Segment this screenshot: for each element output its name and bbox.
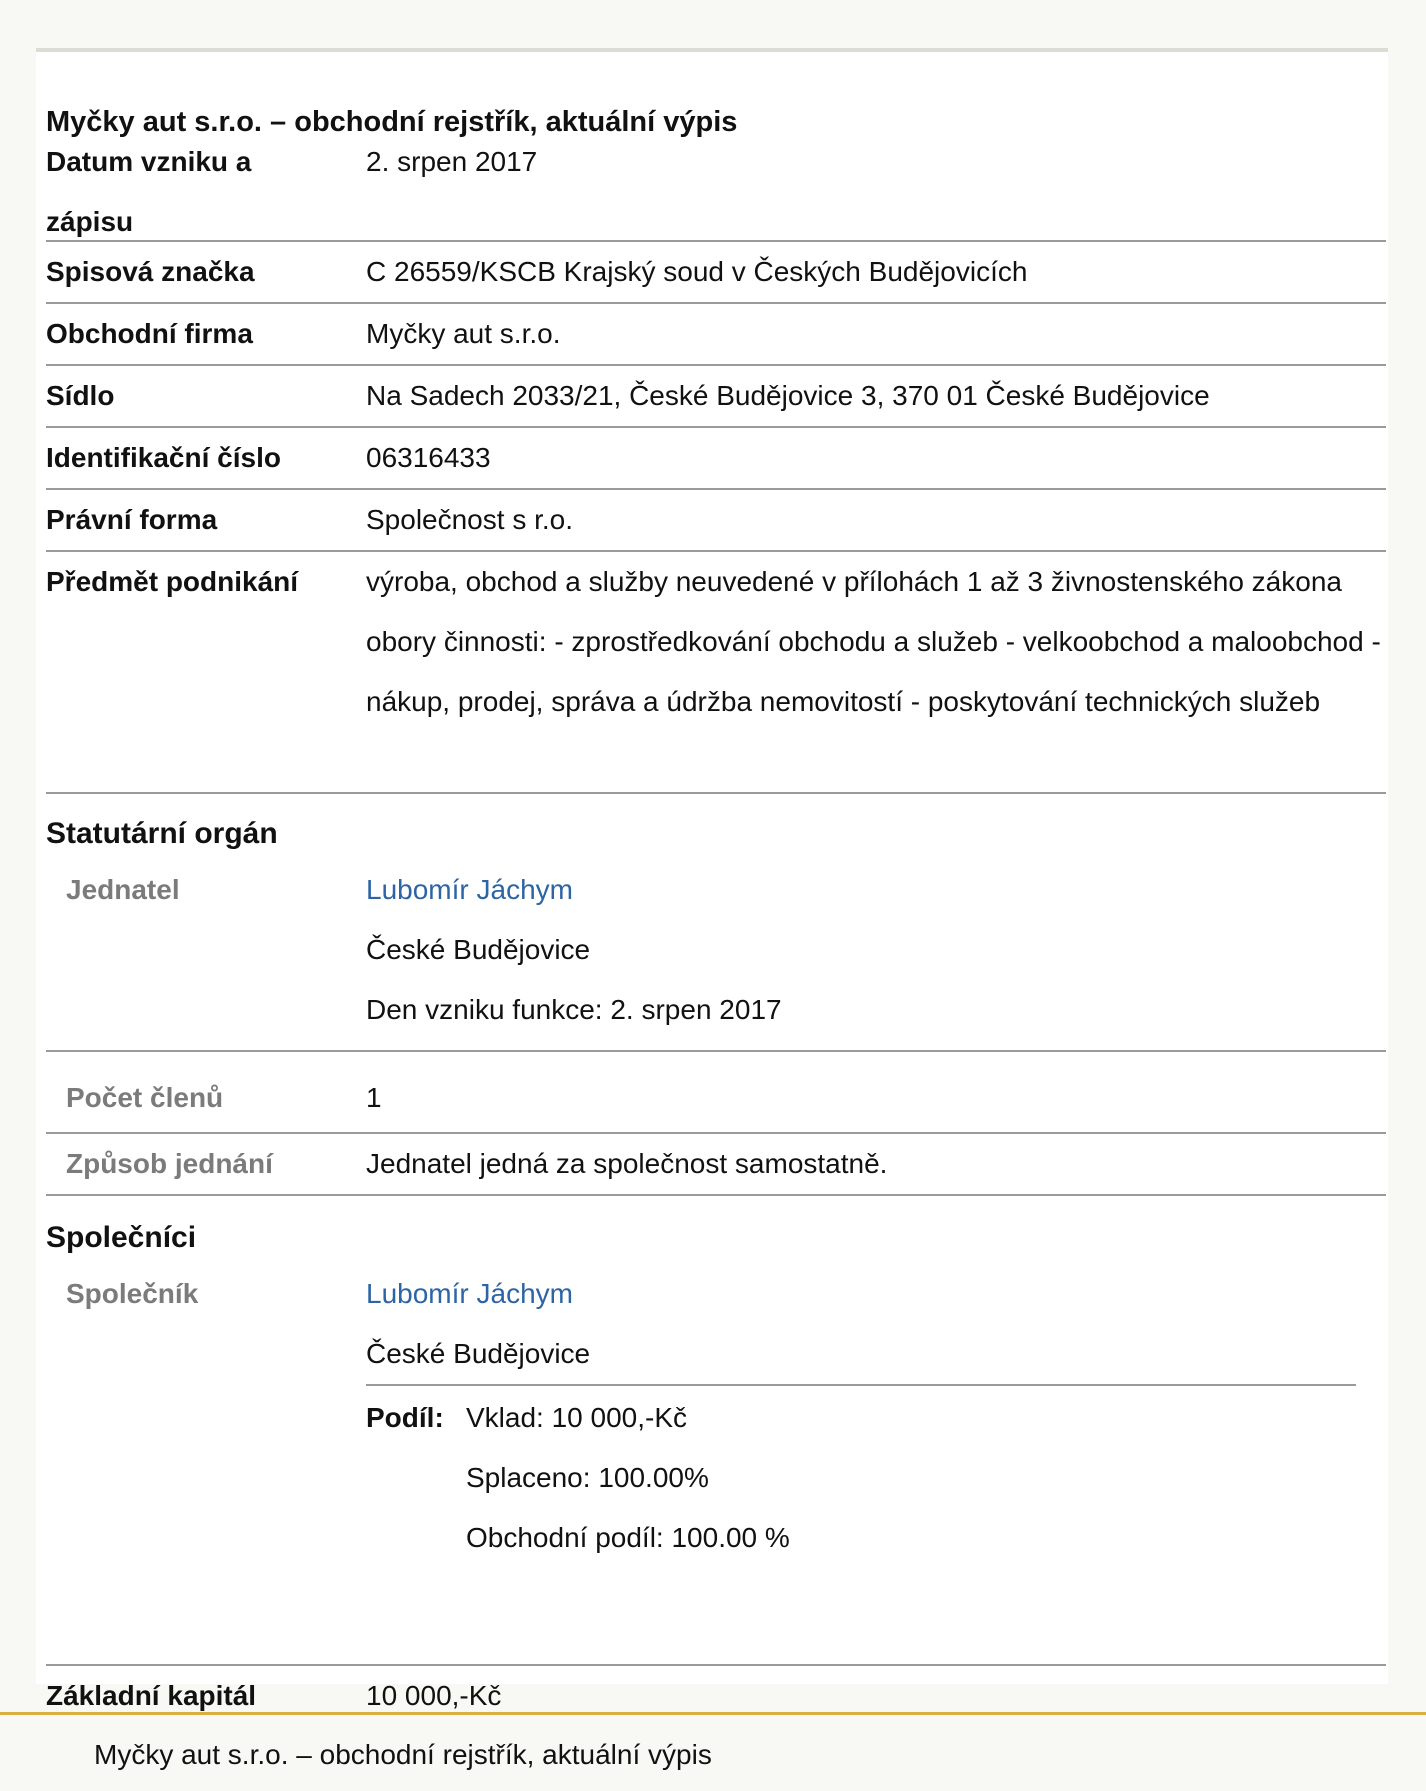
footer-title: Myčky aut s.r.o. – obchodní rejstřík, aktuální výpis [94,1739,712,1770]
row-value: 06316433 [366,442,491,473]
page-title: Myčky aut s.r.o. – obchodní rejstřík, aktuální výpis [46,106,738,138]
register-extract-card [36,48,1388,1711]
footer [0,1712,1426,1791]
share-paid: Splaceno: 100.00% [466,1462,709,1493]
executive-name-link[interactable]: Lubomír Jáchym [366,874,573,905]
partner-name-link[interactable]: Lubomír Jáchym [366,1278,573,1309]
row-value: 1 [366,1082,382,1113]
row-label: Počet členů [66,1082,224,1113]
row-label: Jednatel [66,874,180,905]
row-founding-date [46,132,1386,242]
row-value [366,860,1386,1040]
row-label: Datum vzniku a zápisu [46,146,252,237]
row-value: Společnost s r.o. [366,504,574,535]
row-label: Spisová značka [46,256,255,287]
row-business-scope [46,552,1386,794]
share-divider [366,1384,1356,1386]
share-values [466,1388,790,1568]
share-deposit: Vklad: 10 000,-Kč [466,1402,688,1433]
row-value: C 26559/KSCB Krajský soud v Českých Budějovicích [366,256,1028,287]
row-id-number [46,428,1386,490]
partner-details [366,1264,1386,1384]
share-label: Podíl: [366,1402,444,1433]
row-label: Způsob jednání [66,1148,273,1179]
row-label: Právní forma [46,504,218,535]
row-value: 2. srpen 2017 [366,146,538,177]
section-heading-statutory: Statutární orgán [46,817,278,850]
row-seat [46,366,1386,428]
row-label: Identifikační číslo [46,442,281,473]
row-member-count [46,1060,1386,1134]
row-label: Sídlo [46,380,115,411]
row-value: Myčky aut s.r.o. [366,318,561,349]
section-heading-partners: Společníci [46,1221,197,1254]
row-value: Na Sadech 2033/21, České Budějovice 3, 370 01 České Budějovice [366,380,1210,411]
row-label: Základní kapitál [46,1680,257,1711]
row-file-number [46,242,1386,304]
row-value: 10 000,-Kč [366,1680,502,1711]
row-label: Předmět podnikání [46,566,299,597]
row-value: výroba, obchod a služby neuvedené v přílohách 1 až 3 živnostenského zákona obory činnosti: - zprostředkování obchodu a služeb - velkoobchod a maloobchod - nákup, prodej, správa a údržba nemovitostí - poskytování technických služeb [366,566,1381,717]
share-business-share: Obchodní podíl: 100.00 % [466,1522,790,1553]
row-label: Společník [66,1278,199,1309]
partner-city: České Budějovice [366,1338,591,1369]
row-value: Jednatel jedná za společnost samostatně. [366,1148,888,1179]
executive-city: České Budějovice [366,934,591,965]
row-conduct-method [46,1134,1386,1196]
row-label: Obchodní firma [46,318,253,349]
row-company-name [46,304,1386,366]
executive-function-start: Den vzniku funkce: 2. srpen 2017 [366,994,782,1025]
row-partner [46,1264,1386,1666]
row-executive [46,860,1386,1052]
row-legal-form [46,490,1386,552]
